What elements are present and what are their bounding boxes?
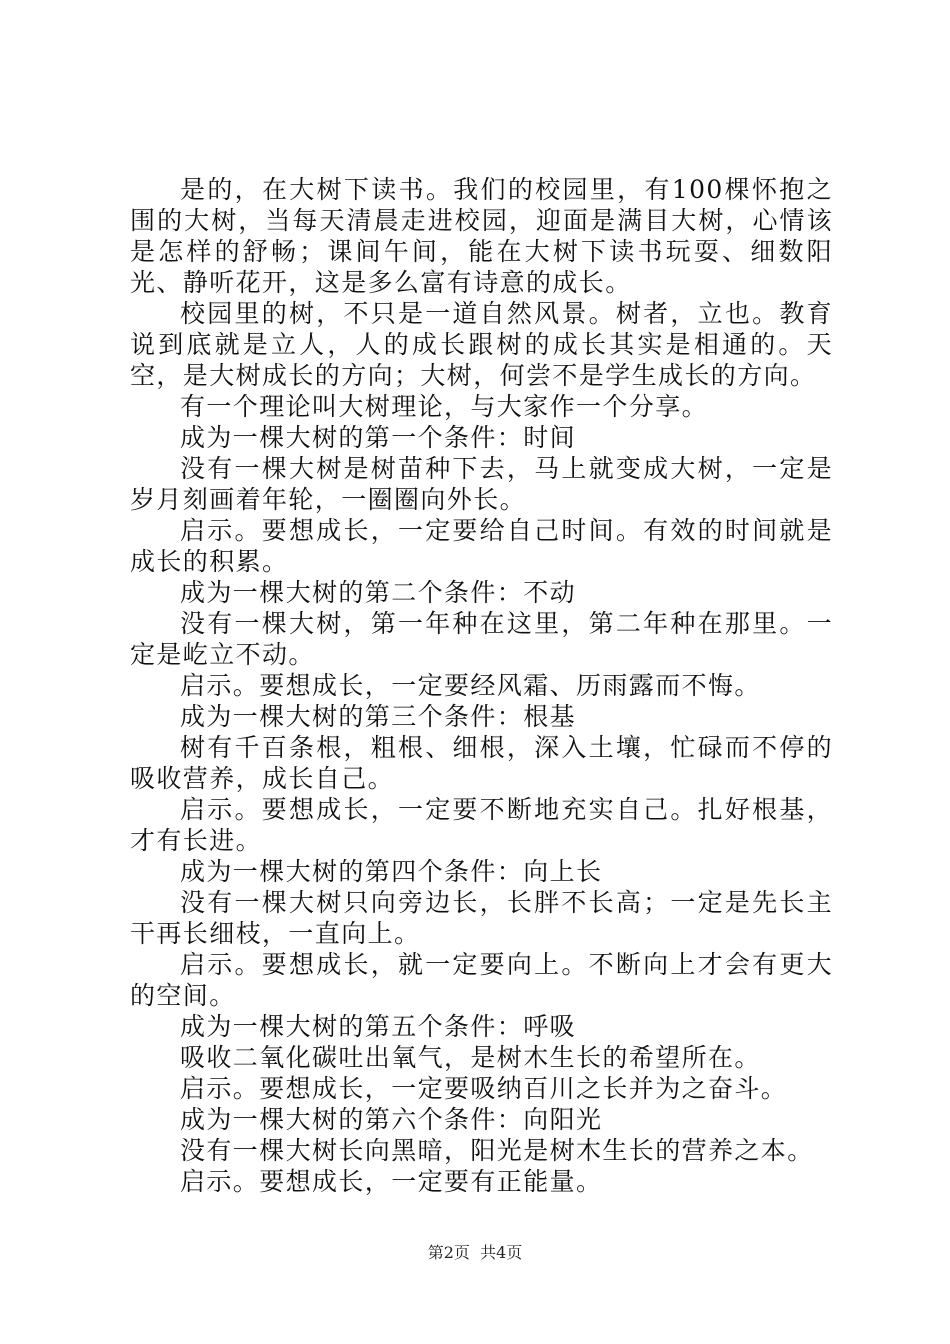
paragraph-4: 成为一棵大树的第一个条件：时间 — [180, 423, 577, 452]
document-body — [130, 174, 833, 1197]
paragraph-14: 没有一棵大树只向旁边长，长胖不长高；一定是先长主干再长细枝，一直向上。 — [130, 888, 833, 948]
paragraph-5: 没有一棵大树是树苗种下去，马上就变成大树，一定是岁月刻画着年轮，一圈圈向外长。 — [130, 454, 833, 514]
paragraph-17: 吸收二氧化碳吐出氧气，是树木生长的希望所在。 — [180, 1043, 761, 1072]
paragraph-13: 成为一棵大树的第四个条件：向上长 — [180, 857, 603, 886]
paragraph-9: 启示。要想成长，一定要经风霜、历雨露而不悔。 — [180, 671, 761, 700]
paragraph-15: 启示。要想成长，就一定要向上。不断向上才会有更大的空间。 — [130, 950, 833, 1010]
paragraph-6: 启示。要想成长，一定要给自己时间。有效的时间就是成长的积累。 — [130, 516, 833, 576]
paragraph-21: 启示。要想成长，一定要有正能量。 — [180, 1167, 603, 1196]
page-number-footer: 第2页 共4页 — [427, 1243, 523, 1262]
paragraph-10: 成为一棵大树的第三个条件：根基 — [180, 702, 577, 731]
paragraph-16: 成为一棵大树的第五个条件：呼吸 — [180, 1012, 577, 1041]
paragraph-7: 成为一棵大树的第二个条件：不动 — [180, 578, 577, 607]
paragraph-19: 成为一棵大树的第六个条件：向阳光 — [180, 1105, 603, 1134]
paragraph-11: 树有千百条根，粗根、细根，深入土壤，忙碌而不停的吸收营养，成长自己。 — [130, 733, 833, 793]
paragraph-20: 没有一棵大树长向黑暗，阳光是树木生长的营养之本。 — [180, 1136, 814, 1165]
paragraph-8: 没有一棵大树，第一年种在这里，第二年种在那里。一定是屹立不动。 — [130, 609, 833, 669]
paragraph-12: 启示。要想成长，一定要不断地充实自己。扎好根基，才有长进。 — [130, 795, 833, 855]
paragraph-2: 校园里的树，不只是一道自然风景。树者，立也。教育说到底就是立人，人的成长跟树的成长其实是相通的。天空，是大树成长的方向；大树，何尝不是学生成长的方向。 — [130, 299, 833, 390]
paragraph-1: 是的，在大树下读书。我们的校园里，有100棵怀抱之围的大树，当每天清晨走进校园，迎面是满目大树，心情该是怎样的舒畅；课间午间，能在大树下读书玩耍、细数阳光、静听花开，这是多么富有诗意的成长。 — [130, 175, 833, 297]
paragraph-18: 启示。要想成长，一定要吸纳百川之长并为之奋斗。 — [180, 1074, 788, 1103]
paragraph-3: 有一个理论叫大树理论，与大家作一个分享。 — [180, 392, 709, 421]
